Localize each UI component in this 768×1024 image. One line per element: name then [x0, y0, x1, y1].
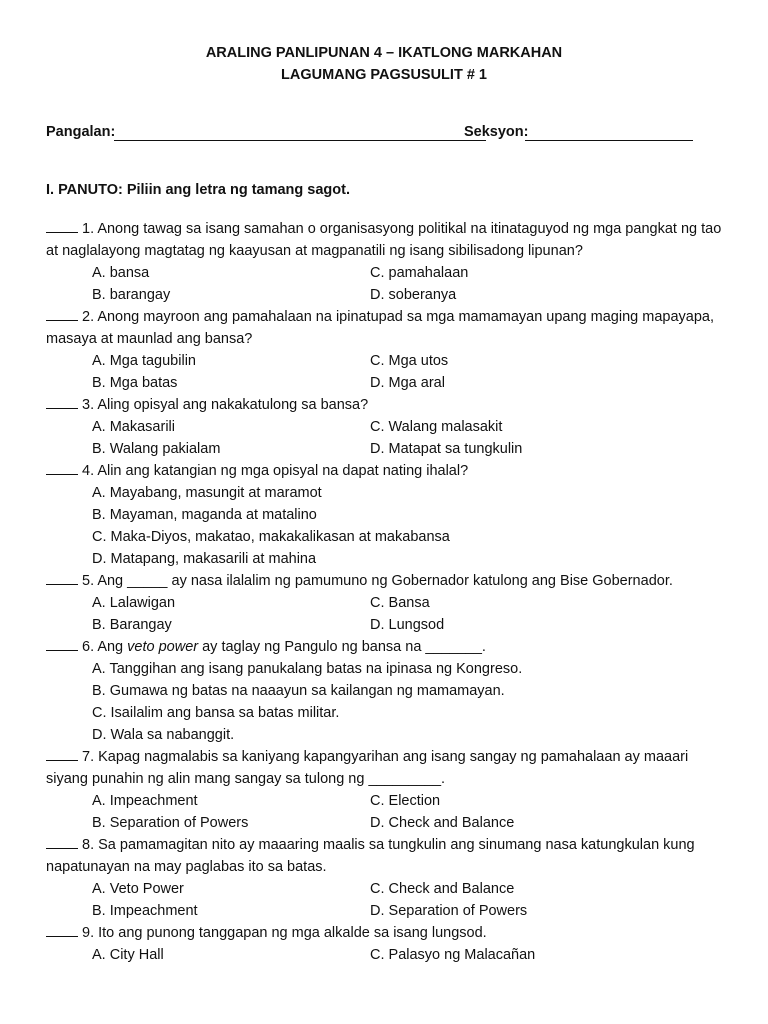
answer-blank [46, 218, 78, 233]
question-stem: 1. Anong tawag sa isang samahan o organisasyong politikal na itinataguyod ng mga pangkat ng tao at naglalayong magtatag ng kaayusan at magpanatili ng isang sibilisadong lipunan? [46, 221, 722, 259]
option-d: D. Matapang, makasarili at mahina [92, 551, 317, 567]
student-info-row [46, 124, 726, 148]
question-2 [46, 306, 726, 394]
document-title [0, 42, 768, 86]
answer-blank [46, 834, 78, 849]
instructions: I. PANUTO: Piliin ang letra ng tamang sagot. [46, 182, 350, 198]
option-c: C. Check and Balance [370, 881, 515, 897]
title-line-2: LAGUMANG PAGSUSULIT # 1 [281, 67, 487, 83]
section-blank-line [525, 140, 693, 141]
option-d: D. Mga aral [370, 375, 445, 391]
question-7 [46, 746, 726, 834]
option-c: C. pamahalaan [370, 265, 469, 281]
title-line-1: ARALING PANLIPUNAN 4 – IKATLONG MARKAHAN [205, 45, 563, 61]
option-c: C. Maka-Diyos, makatao, makakalikasan at makabansa [92, 529, 450, 545]
answer-blank [46, 306, 78, 321]
question-4 [46, 460, 726, 570]
option-c: C. Palasyo ng Malacañan [370, 947, 536, 963]
question-5 [46, 570, 726, 636]
option-d: D. Wala sa nabanggit. [92, 727, 235, 743]
answer-blank [46, 394, 78, 409]
option-a: A. Tanggihan ang isang panukalang batas na ipinasa ng Kongreso. [92, 661, 523, 677]
name-label: Pangalan: [46, 124, 116, 140]
answer-blank [46, 922, 78, 937]
answer-blank [46, 636, 78, 651]
question-stem: 7. Kapag nagmalabis sa kaniyang kapangyarihan ang isang sangay ng pamahalaan ay maaari siyang punahin ng alin mang sangay sa tulong ng _________. [46, 749, 689, 787]
question-list [46, 218, 726, 966]
question-stem: 3. Aling opisyal ang nakakatulong sa bansa? [82, 397, 369, 413]
question-stem: 4. Alin ang katangian ng mga opisyal na dapat nating ihalal? [82, 463, 469, 479]
question-stem: 5. Ang _____ ay nasa ilalalim ng pamumuno ng Gobernador katulong ang Bise Gobernador. [82, 573, 673, 589]
question-3 [46, 394, 726, 460]
option-b: B. Separation of Powers [92, 815, 249, 831]
question-1 [46, 218, 726, 306]
option-d: D. Check and Balance [370, 815, 515, 831]
option-c: C. Bansa [370, 595, 430, 611]
option-b: B. Impeachment [92, 903, 198, 919]
section-label: Seksyon: [464, 124, 529, 140]
question-stem-start: 6. Ang [82, 639, 128, 655]
option-a: A. City Hall [92, 947, 164, 963]
question-stem: 9. Ito ang punong tanggapan ng mga alkalde sa isang lungsod. [82, 925, 487, 941]
option-a: A. Mga tagubilin [92, 353, 196, 369]
answer-blank [46, 460, 78, 475]
name-blank-line [114, 140, 486, 141]
option-c: C. Isailalim ang bansa sa batas militar. [92, 705, 340, 721]
option-b: B. Walang pakialam [92, 441, 221, 457]
option-c: C. Mga utos [370, 353, 449, 369]
option-a: A. Makasarili [92, 419, 175, 435]
option-d: D. soberanya [370, 287, 457, 303]
option-a: A. Impeachment [92, 793, 198, 809]
question-6 [46, 636, 726, 746]
option-b: B. Mga batas [92, 375, 178, 391]
option-b: B. barangay [92, 287, 171, 303]
option-b: B. Gumawa ng batas na naaayun sa kailangan ng mamamayan. [92, 683, 505, 699]
option-c: C. Walang malasakit [370, 419, 503, 435]
option-d: D. Separation of Powers [370, 903, 528, 919]
answer-blank [46, 746, 78, 761]
question-9 [46, 922, 726, 966]
option-a: A. Lalawigan [92, 595, 176, 611]
question-8 [46, 834, 726, 922]
question-stem: 2. Anong mayroon ang pamahalaan na ipinatupad sa mga mamamayan upang maging mapayapa, masaya at maunlad ang bansa? [46, 309, 714, 347]
option-a: A. Mayabang, masungit at maramot [92, 485, 322, 501]
option-b: B. Barangay [92, 617, 172, 633]
option-d: D. Matapat sa tungkulin [370, 441, 523, 457]
option-a: A. Veto Power [92, 881, 184, 897]
option-a: A. bansa [92, 265, 150, 281]
answer-blank [46, 570, 78, 585]
question-stem-emphasis: veto power [127, 639, 199, 655]
option-c: C. Election [370, 793, 441, 809]
option-d: D. Lungsod [370, 617, 445, 633]
question-stem: 8. Sa pamamagitan nito ay maaaring maalis sa tungkulin ang sinumang nasa katungkulan kung napatunayan na may paglabas ito sa batas. [46, 837, 695, 875]
question-stem-end: ay taglay ng Pangulo ng bansa na _______. [198, 639, 486, 655]
option-b: B. Mayaman, maganda at matalino [92, 507, 317, 523]
